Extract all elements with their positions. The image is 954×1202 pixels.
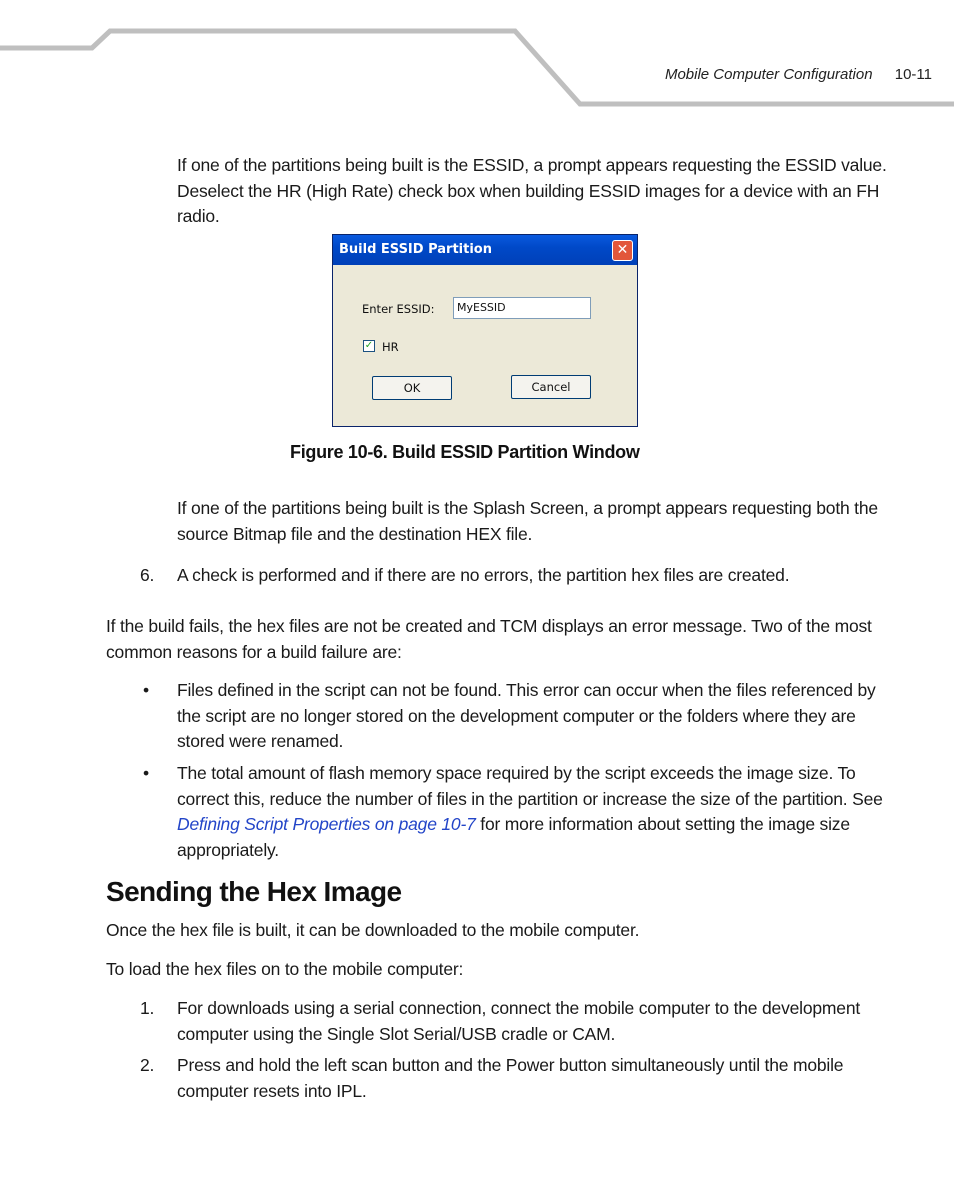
bullet-2-text <box>177 761 892 863</box>
section-title: Mobile Computer Configuration <box>664 66 873 83</box>
bullet-1-text: Files defined in the script can not be found. This error can occur when the files referenced by the script are no longer stored on the development computer or the folders where they are stored were renamed. <box>177 680 876 751</box>
step-2-number: 2. <box>140 1055 155 1075</box>
ok-button[interactable]: OK <box>372 376 452 400</box>
step-6-text: A check is performed and if there are no errors, the partition hex files are created. <box>177 565 790 585</box>
load-paragraph: To load the hex files on to the mobile computer: <box>106 959 464 979</box>
step-6-number: 6. <box>140 565 155 585</box>
dialog-titlebar <box>333 235 637 265</box>
cancel-button[interactable]: Cancel <box>511 375 591 399</box>
hr-checkbox[interactable]: ✓ <box>364 340 374 351</box>
bullet-2-symbol: • <box>143 763 149 783</box>
essid-paragraph: If one of the partitions being built is the ESSID, a prompt appears requesting the ESSID value. Deselect the HR (High Rate) check box when building ESSID images for a device with an FH radio. <box>177 155 887 226</box>
running-head <box>665 66 932 83</box>
page-number: 10-11 <box>894 66 932 83</box>
build-essid-dialog <box>332 234 638 427</box>
hr-label: HR <box>382 340 399 354</box>
step-1-text: For downloads using a serial connection, connect the mobile computer to the development computer using the Single Slot Serial/USB cradle or CAM. <box>177 998 861 1044</box>
dialog-title: Build ESSID Partition <box>339 242 492 257</box>
step-2-text: Press and hold the left scan button and the Power button simultaneously until the mobile computer resets into IPL. <box>177 1055 844 1101</box>
bullet-2-pre: The total amount of flash memory space required by the script exceeds the image size. To correct this, reduce the number of files in the partition or increase the size of the partition. See <box>177 763 883 809</box>
section-heading: Sending the Hex Image <box>106 876 402 907</box>
figure-caption: Figure 10-6. Build ESSID Partition Window <box>290 442 640 462</box>
step-1-number: 1. <box>140 998 155 1018</box>
bullet-2-post: for more information about setting the image size appropriately. <box>177 814 850 860</box>
splash-paragraph: If one of the partitions being built is the Splash Screen, a prompt appears requesting both the source Bitmap file and the destination HEX file. <box>177 498 878 544</box>
essid-label: Enter ESSID: <box>362 302 435 316</box>
bullet-1-symbol: • <box>143 680 149 700</box>
build-fail-paragraph: If the build fails, the hex files are not be created and TCM displays an error message. Two of the most common reasons for a build failure are: <box>106 616 872 662</box>
close-icon[interactable]: ✕ <box>612 240 633 261</box>
essid-input[interactable]: MyESSID <box>453 297 591 319</box>
script-properties-link[interactable]: Defining Script Properties on page 10-7 <box>177 814 476 834</box>
once-paragraph: Once the hex file is built, it can be downloaded to the mobile computer. <box>106 920 640 940</box>
header-rule <box>0 0 954 110</box>
